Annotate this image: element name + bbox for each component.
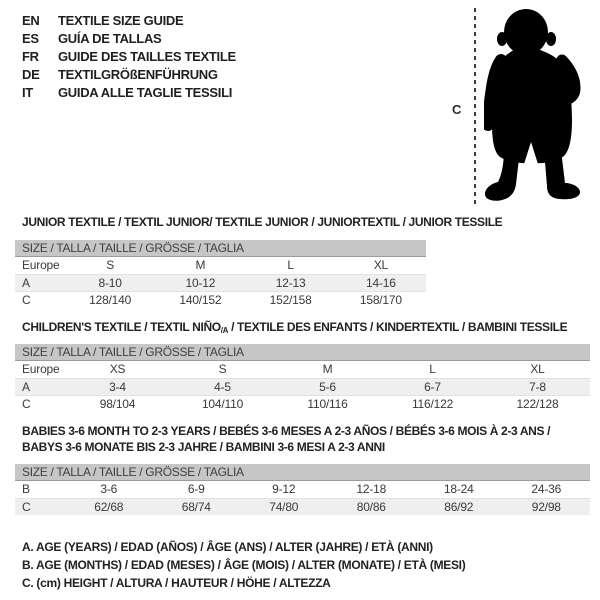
size-cell: L xyxy=(287,258,294,273)
language-title: GUIDE DES TAILLES TEXTILE xyxy=(58,49,236,64)
babies-title-line1: BABIES 3-6 MONTH TO 2-3 YEARS / BEBÉS 3-6 MESES A 2-3 AÑOS / BÉBÉS 3-6 MOIS À 2-3 ANS / xyxy=(22,424,551,438)
language-code: ES xyxy=(22,31,39,46)
size-cell: M xyxy=(322,362,333,377)
age-cell: 9-12 xyxy=(272,482,296,497)
language-title: TEXTILE SIZE GUIDE xyxy=(58,13,184,28)
age-cell: 5-6 xyxy=(319,379,336,394)
table-row xyxy=(15,395,590,413)
height-cell: 86/92 xyxy=(444,499,474,514)
age-cell: 24-36 xyxy=(531,482,562,497)
height-cell: 62/68 xyxy=(94,499,124,514)
language-code: EN xyxy=(22,13,40,28)
height-cell: 110/116 xyxy=(307,397,348,412)
size-cell: M xyxy=(195,258,206,273)
height-cell: 74/80 xyxy=(269,499,299,514)
height-cell: 116/122 xyxy=(411,397,454,412)
language-row xyxy=(22,30,236,48)
row-label: Europe xyxy=(22,362,60,377)
row-label: Europe xyxy=(22,258,60,273)
height-dashed-line xyxy=(474,8,476,208)
size-cell: S xyxy=(218,362,227,377)
table-row xyxy=(15,378,590,396)
age-cell: 6-9 xyxy=(187,482,205,497)
toddler-silhouette-image xyxy=(484,8,592,208)
children-table-title xyxy=(22,319,567,339)
row-label: C xyxy=(22,397,31,412)
language-row xyxy=(22,48,236,66)
age-cell: 3-6 xyxy=(100,482,118,497)
height-cell: 140/152 xyxy=(179,293,222,308)
table-row xyxy=(15,361,590,378)
footnote-height-cm: C. (cm) HEIGHT / ALTURA / HAUTEUR / HÖHE / ALTEZZA xyxy=(22,576,331,590)
age-cell: 6-7 xyxy=(424,379,441,394)
language-title: GUIDA ALLE TAGLIE TESSILI xyxy=(58,85,233,100)
table-body xyxy=(15,481,590,515)
size-cell: S xyxy=(106,258,115,273)
age-cell: 18-24 xyxy=(443,482,474,497)
babies-size-table xyxy=(15,464,590,515)
height-cell: 98/104 xyxy=(99,397,136,412)
table-row xyxy=(15,498,590,516)
babies-table-title xyxy=(22,423,550,455)
height-cell: 92/98 xyxy=(531,499,561,514)
age-cell: 7-8 xyxy=(529,379,546,394)
language-row xyxy=(22,66,236,84)
size-cell: XL xyxy=(373,258,389,273)
size-cell: L xyxy=(429,362,436,377)
height-cell: 152/158 xyxy=(269,293,312,308)
language-title-list xyxy=(22,12,236,102)
height-cell: 68/74 xyxy=(181,499,211,514)
height-cell: 158/170 xyxy=(359,293,402,308)
age-cell: 12-13 xyxy=(275,275,306,290)
age-cell: 4-5 xyxy=(214,379,231,394)
babies-title-line2: BABYS 3-6 MONATE BIS 2-3 JAHRE / BAMBINI 3-6 MESI A 2-3 ANNI xyxy=(22,440,385,454)
language-code: DE xyxy=(22,67,40,82)
age-cell: 8-10 xyxy=(98,275,122,290)
height-cell: 122/128 xyxy=(516,397,559,412)
height-cell: 104/110 xyxy=(201,397,244,412)
junior-size-table xyxy=(15,240,426,309)
language-code: FR xyxy=(22,49,39,64)
children-title-part2: / TEXTILE DES ENFANTS / KINDERTEXTIL / BAMBINI TESSILE xyxy=(228,320,568,334)
age-cell: 10-12 xyxy=(185,275,216,290)
row-label: A xyxy=(22,379,30,394)
row-label: C xyxy=(22,293,31,308)
age-cell: 12-18 xyxy=(356,482,387,497)
language-row xyxy=(22,84,236,102)
table-body xyxy=(15,257,426,309)
footnote-age-months: B. AGE (MONTHS) / EDAD (MESES) / ÂGE (MOIS) / ALTER (MONATE) / ETÀ (MESI) xyxy=(22,558,466,572)
table-row xyxy=(15,257,426,274)
row-label: B xyxy=(22,482,30,497)
language-row xyxy=(22,12,236,30)
children-title-subscript: /A xyxy=(220,326,229,335)
language-title: TEXTILGRÖßENFÜHRUNG xyxy=(58,67,218,82)
size-header-bar: SIZE / TALLA / TAILLE / GRÖSSE / TAGLIA xyxy=(15,464,590,481)
height-cell: 80/86 xyxy=(356,499,386,514)
size-cell: XS xyxy=(109,362,126,377)
junior-table-title: JUNIOR TEXTILE / TEXTIL JUNIOR/ TEXTILE JUNIOR / JUNIORTEXTIL / JUNIOR TESSILE xyxy=(22,215,503,229)
row-label: C xyxy=(22,499,31,514)
table-row xyxy=(15,274,426,292)
age-cell: 3-4 xyxy=(109,379,126,394)
table-row xyxy=(15,481,590,498)
language-code: IT xyxy=(22,85,33,100)
table-row xyxy=(15,291,426,309)
children-size-table xyxy=(15,344,590,413)
size-header-bar: SIZE / TALLA / TAILLE / GRÖSSE / TAGLIA xyxy=(15,344,590,361)
height-measure-label: C xyxy=(452,102,462,117)
children-title-part1: CHILDREN'S TEXTILE / TEXTIL NIÑO xyxy=(22,320,221,334)
footnote-age-years: A. AGE (YEARS) / EDAD (AÑOS) / ÂGE (ANS) / ALTER (JAHRE) / ETÀ (ANNI) xyxy=(22,540,433,554)
table-body xyxy=(15,361,590,413)
row-label: A xyxy=(22,275,30,290)
size-cell: XL xyxy=(530,362,545,377)
height-cell: 128/140 xyxy=(89,293,132,308)
language-title: GUÍA DE TALLAS xyxy=(58,31,162,46)
age-cell: 14-16 xyxy=(366,275,396,290)
size-header-bar: SIZE / TALLA / TAILLE / GRÖSSE / TAGLIA xyxy=(15,240,426,257)
